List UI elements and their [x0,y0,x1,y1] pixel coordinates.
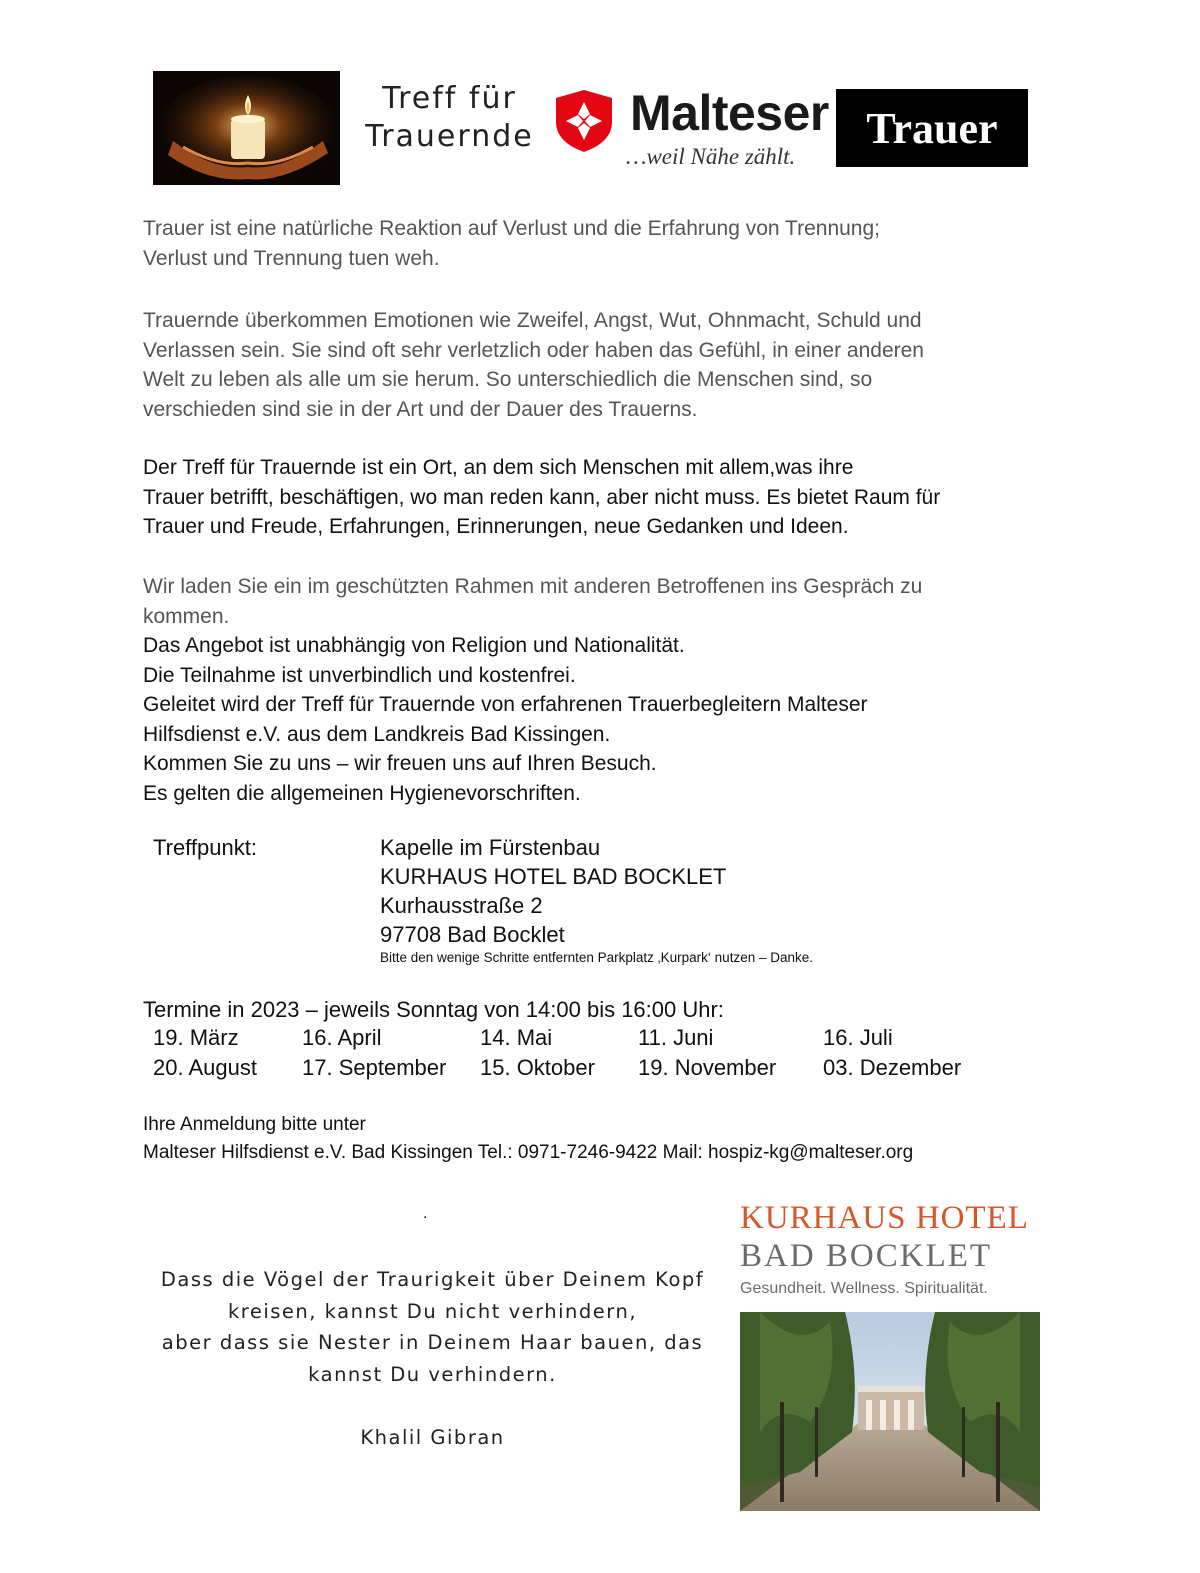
date-item: 15. Oktober [480,1055,595,1080]
date-item: 19. November [638,1055,777,1080]
maltese-cross-shield-icon [554,88,614,154]
meeting-address [380,833,726,949]
dates-grid [0,1025,1200,1085]
text-line: Wir laden Sie ein im geschützten Rahmen mit anderen Betroffenen ins Gespräch zu [143,575,923,598]
text-line: Verlassen sein. Sie sind oft sehr verletzlich oder haben das Gefühl, in einer anderen [143,338,924,362]
meeting-label: Treffpunkt: [153,835,257,860]
date-item: 17. September [302,1055,447,1080]
date-item: 11. Juni [638,1025,714,1050]
date-item: 19. März [153,1025,239,1050]
text-line: Es gelten die allgemeinen Hygienevorschriften. [143,781,581,805]
address-line: Kurhausstraße 2 [380,893,543,918]
quote-line: kreisen, kannst Du nicht verhindern, [227,1299,638,1323]
dates-heading: Termine in 2023 – jeweils Sonntag von 14:00 bis 16:00 Uhr: [143,997,724,1022]
registration-contact: Malteser Hilfsdienst e.V. Bad Kissingen Tel.: 0971-7246-9422 Mail: hospiz-kg@malteser.org [143,1142,914,1163]
text-line: Welt zu leben als alle um sie herum. So unterschiedlich die Menschen sind, so [143,368,873,391]
text-line: Verlust und Trennung tuen weh. [143,246,440,270]
org-name: Malteser [630,85,829,141]
date-item: 03. Dezember [823,1055,962,1080]
text-line: Hilfsdienst e.V. aus dem Landkreis Bad Kissingen. [143,722,611,746]
address-line: KURHAUS HOTEL BAD BOCKLET [380,864,727,889]
text-line: Die Teilnahme ist unverbindlich und kostenfrei. [143,663,576,687]
text-line: Geleitet wird der Treff für Trauernde von erfahrenen Trauerbegleitern Malteser [143,693,868,716]
date-item: 16. Juli [823,1025,893,1050]
hotel-logo [740,1198,1040,1298]
quote-author: Khalil Gibran [360,1426,505,1449]
text-line: verschieden sind sie in der Art und der Dauer des Trauerns. [143,397,698,421]
text-line: Trauer ist eine natürliche Reaktion auf Verlust und die Erfahrung von Trennung; [143,217,880,240]
quote-line: Dass die Vögel der Traurigkeit über Deinem Kopf [160,1268,705,1291]
org-slogan: …weil Nähe zählt. [626,144,796,169]
dot-mark: . [423,1205,428,1222]
text-line: Kommen Sie zu uns – wir freuen uns auf Ihren Besuch. [143,752,657,775]
candle-hands-image [153,71,340,185]
parking-note: Bitte den wenige Schritte entfernten Parkplatz ‚Kurpark‘ nutzen – Danke. [380,950,813,965]
date-item: 16. April [302,1025,382,1050]
address-line: Kapelle im Fürstenbau [380,835,601,860]
quote-line: aber dass sie Nester in Deinem Haar bauen, das [161,1331,704,1354]
registration-intro: Ihre Anmeldung bitte unter [143,1114,366,1135]
text-line: Trauer und Freude, Erfahrungen, Erinnerungen, neue Gedanken und Ideen. [143,515,849,538]
title-line-2: Trauernde [365,119,534,154]
text-line: Der Treff für Trauernde ist ein Ort, an dem sich Menschen mit allem,was ihre [143,456,854,479]
hotel-avenue-photo [740,1312,1040,1511]
intro-paragraph-4 [143,572,1063,808]
text-line: Trauernde überkommen Emotionen wie Zweifel, Angst, Wut, Ohnmacht, Schuld und [143,309,922,332]
malteser-logo [554,86,829,181]
trauer-badge: Trauer [836,89,1028,167]
event-title [362,80,537,156]
hotel-tagline: Gesundheit. Wellness. Spiritualität. [740,1280,988,1297]
hotel-name-line-2: BAD BOCKLET [740,1238,993,1274]
intro-paragraph-1 [143,214,1063,273]
intro-paragraph-2 [143,306,1063,424]
hotel-name-line-1: KURHAUS HOTEL [740,1200,1029,1236]
quote [150,1264,715,1390]
text-line: Trauer betrifft, beschäftigen, wo man reden kann, aber nicht muss. Es bietet Raum für [143,485,941,509]
title-line-1: Treff für [382,81,517,116]
text-line: kommen. [143,604,230,628]
date-item: 14. Mai [480,1025,553,1050]
address-line: 97708 Bad Bocklet [380,922,565,947]
date-item: 20. August [153,1055,257,1080]
quote-line: kannst Du verhindern. [308,1362,557,1386]
intro-paragraph-3 [143,453,1063,542]
text-line: Das Angebot ist unabhängig von Religion und Nationalität. [143,634,685,657]
